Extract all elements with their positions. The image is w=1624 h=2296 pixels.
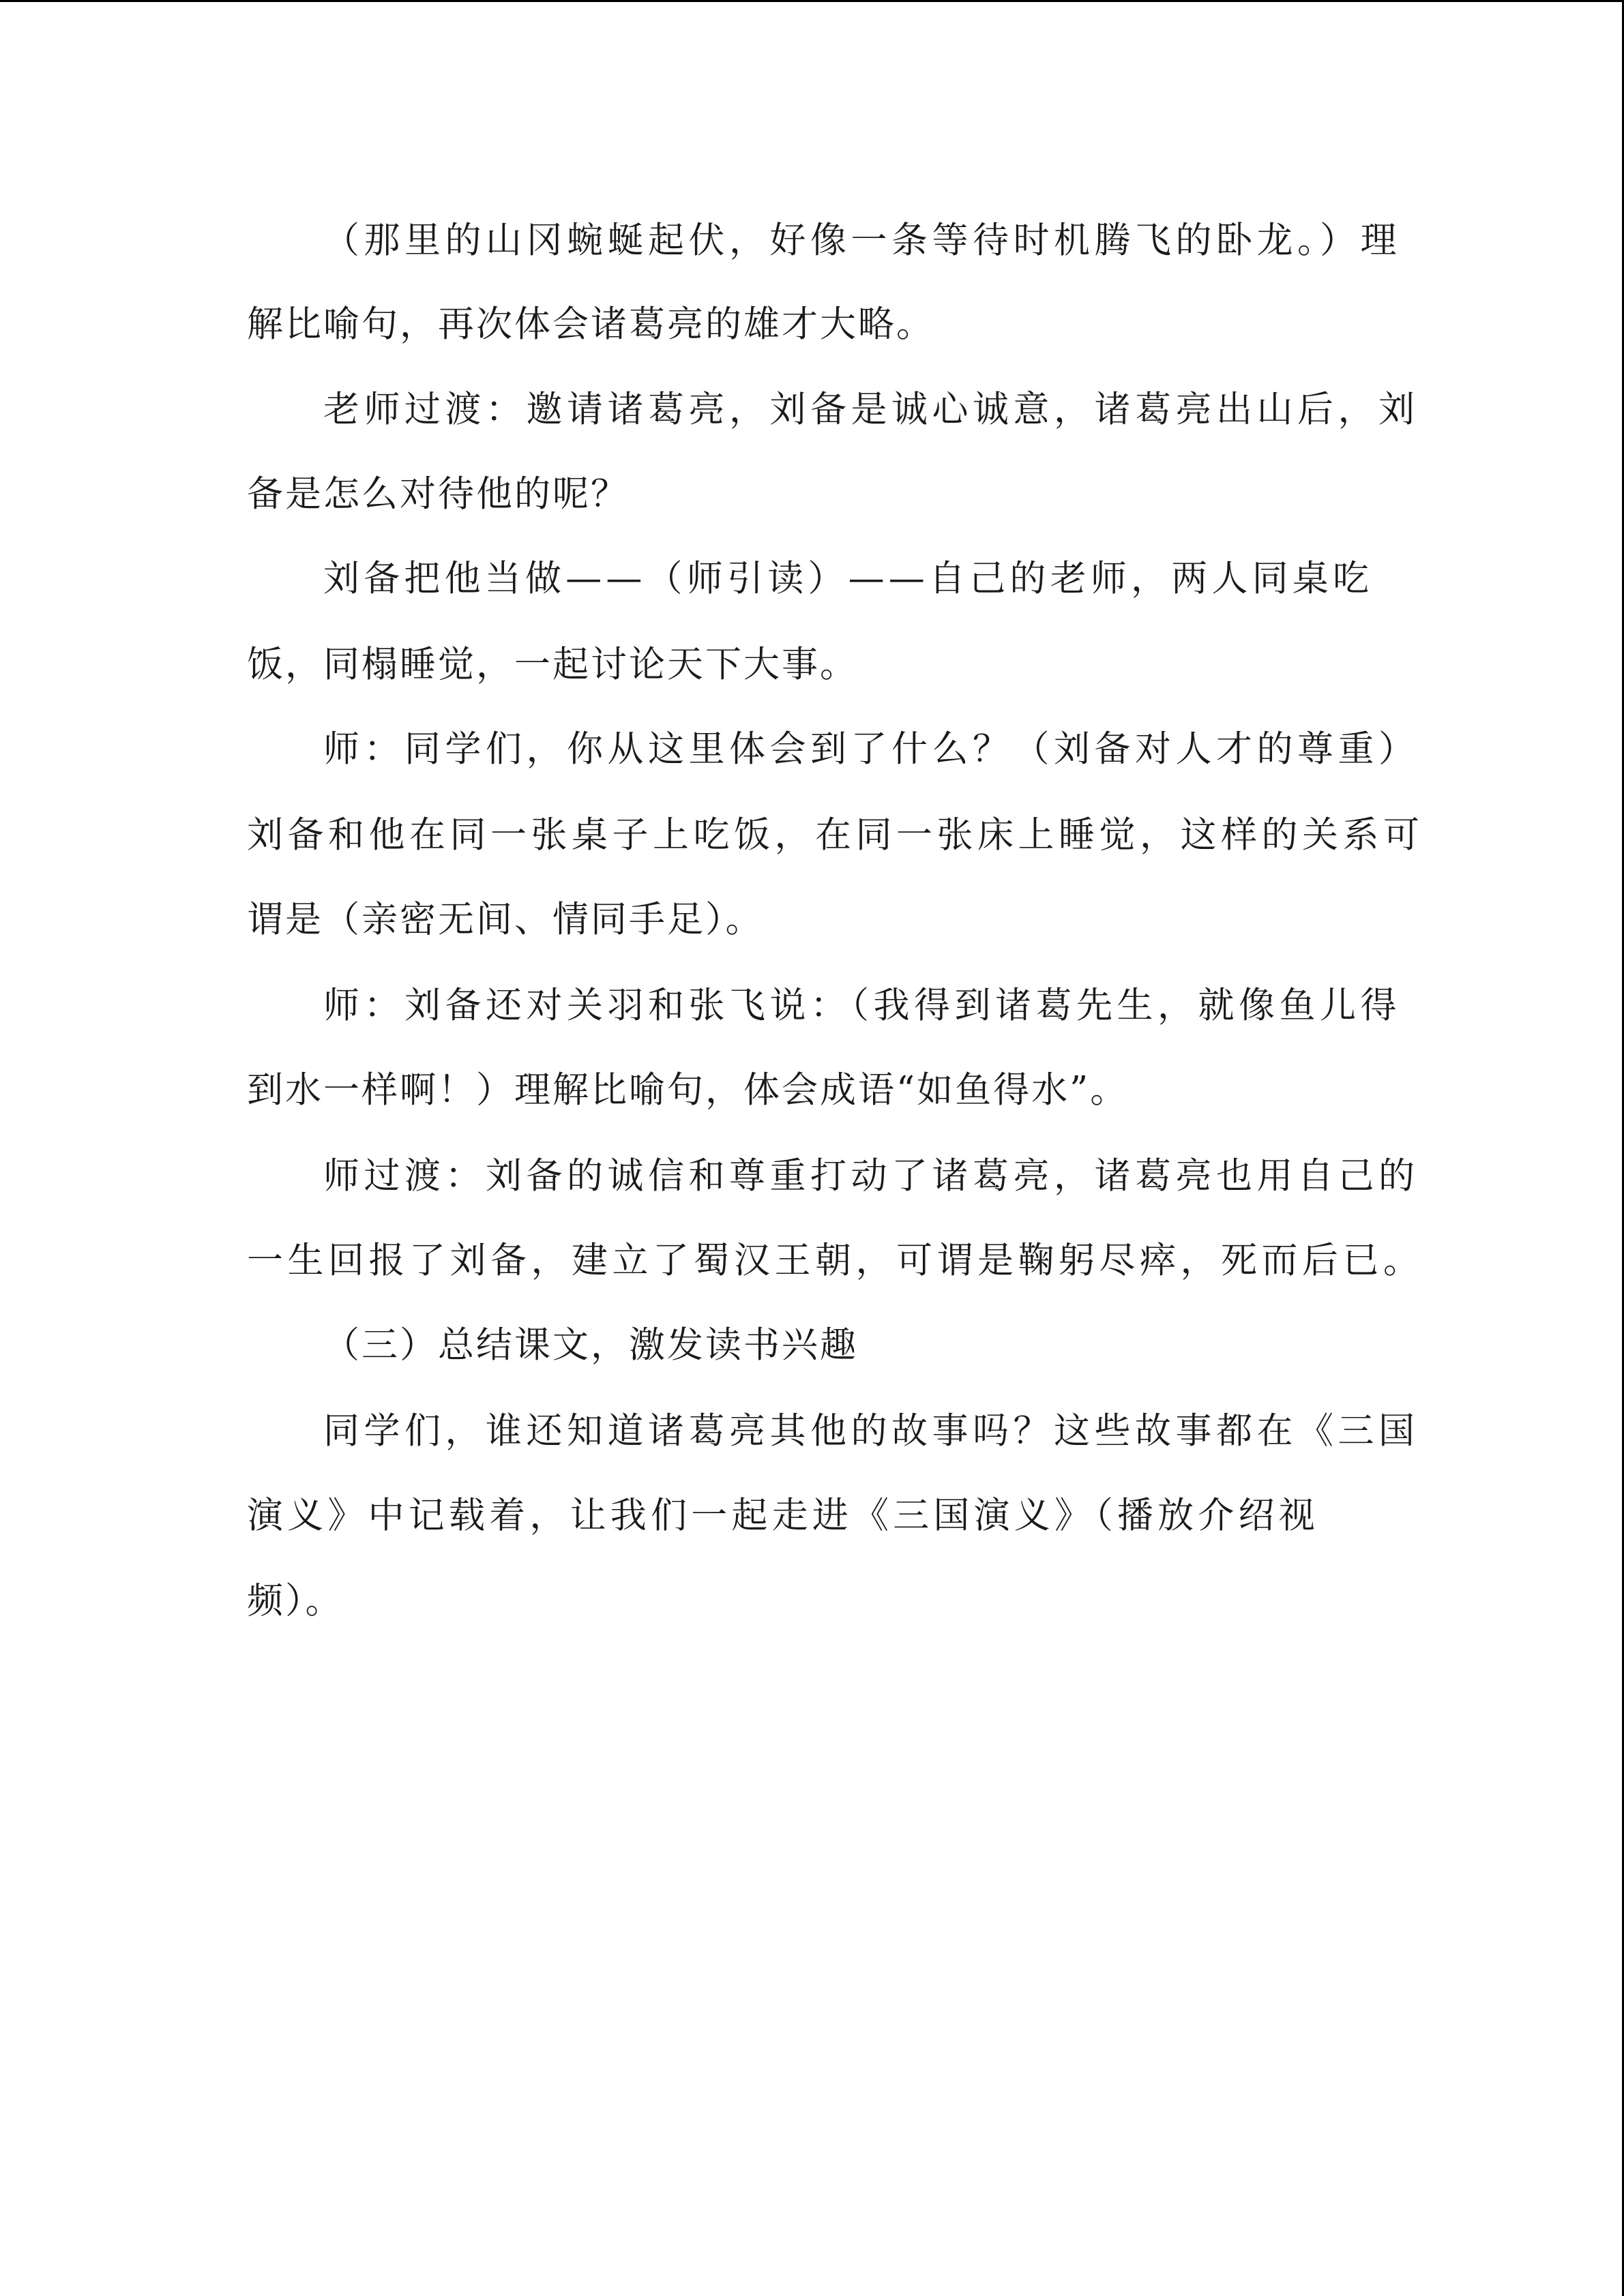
paragraph-line: 师过渡：刘备的诚信和尊重打动了诸葛亮，诸葛亮也用自己的: [323, 1155, 1419, 1197]
paragraph-line: 师：同学们，你从这里体会到了什么？（刘备对人才的尊重）: [323, 728, 1419, 770]
paragraph-line: （那里的山冈蜿蜒起伏，好像一条等待时机腾飞的卧龙。）理: [323, 220, 1401, 261]
paragraph-line: 备是怎么对待他的呢？: [247, 473, 629, 515]
page-top-border: [0, 0, 1624, 2]
paragraph-line: 刘备和他在同一张桌子上吃饭，在同一张床上睡觉，这样的关系可: [247, 814, 1424, 856]
paragraph-line: 一生回报了刘备，建立了蜀汉王朝，可谓是鞠躬尽瘁，死而后已。: [247, 1240, 1424, 1281]
paragraph-line: 老师过渡：邀请诸葛亮，刘备是诚心诚意，诸葛亮出山后，刘: [323, 389, 1419, 430]
paragraph-line: 解比喻句，再次体会诸葛亮的雄才大略。: [247, 303, 934, 345]
paragraph-line: 演义》中记载着，让我们一起走进《三国演义》（播放介绍视: [247, 1495, 1319, 1536]
section-heading: （三）总结课文，激发读书兴趣: [323, 1324, 858, 1366]
paragraph-line: 谓是（亲密无间、情同手足）。: [247, 899, 764, 940]
paragraph-line: 师：刘备还对关羽和张飞说：（我得到诸葛先生，就像鱼儿得: [323, 985, 1401, 1026]
paragraph-line: 同学们，谁还知道诸葛亮其他的故事吗？这些故事都在《三国: [323, 1410, 1419, 1452]
paragraph-line: 到水一样啊！）理解比喻句，体会成语“如鱼得水”。: [247, 1069, 1129, 1111]
paragraph-line: 饭，同榻睡觉，一起讨论天下大事。: [247, 644, 858, 685]
paragraph-line: 刘备把他当做——（师引读）——自己的老师，两人同桌吃: [323, 558, 1374, 599]
paragraph-line: 频）。: [247, 1580, 344, 1622]
